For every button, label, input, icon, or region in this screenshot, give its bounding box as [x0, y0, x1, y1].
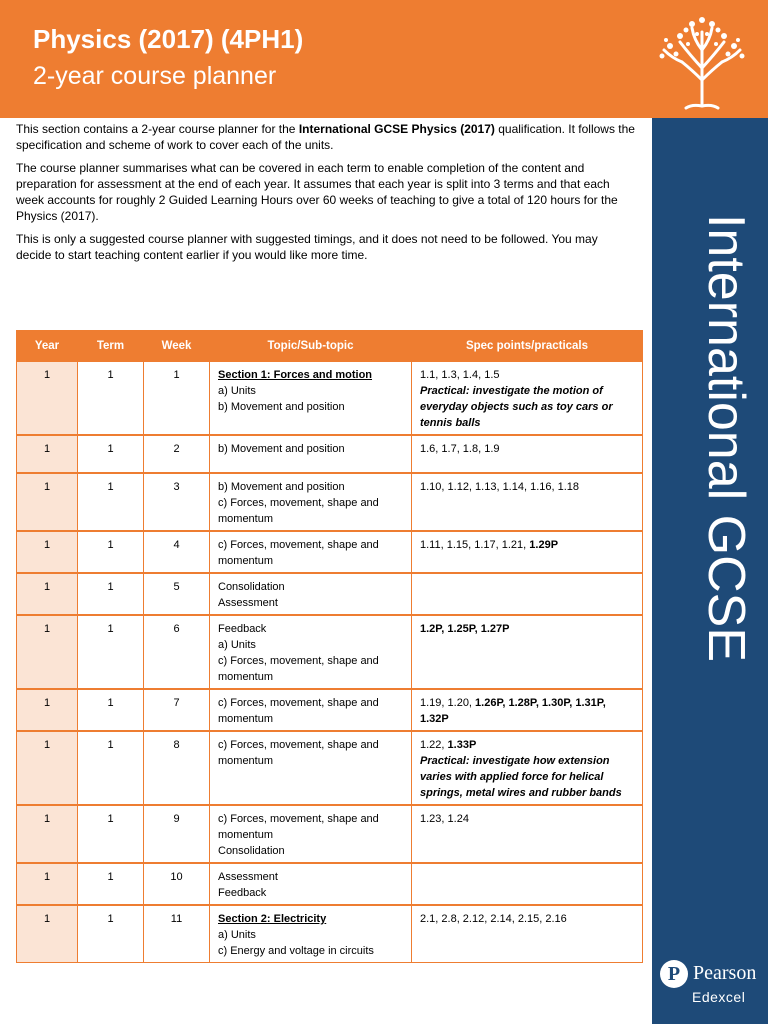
topic-cell — [210, 531, 412, 573]
topic-line: c) Forces, movement, shape and momentum — [218, 497, 379, 525]
spec-cell — [412, 905, 643, 963]
brand-name: Pearson — [693, 962, 757, 984]
topic-line: Consolidation — [218, 581, 285, 593]
table-row — [17, 905, 643, 963]
topic-line: c) Forces, movement, shape and momentum — [218, 655, 379, 683]
topic-cell — [210, 905, 412, 963]
col-header-year: Year — [17, 331, 78, 362]
table-row — [17, 531, 643, 573]
term-cell: 1 — [78, 435, 144, 473]
topic-cell — [210, 805, 412, 863]
week-cell: 8 — [144, 731, 210, 805]
topic-line: b) Movement and position — [218, 401, 345, 413]
practical-spec-points: 1.29P — [529, 539, 559, 551]
sidebar-band — [652, 118, 768, 1024]
term-cell: 1 — [78, 531, 144, 573]
spec-cell — [412, 863, 643, 905]
table-row — [17, 361, 643, 435]
spec-points: 1.23, 1.24 — [420, 813, 469, 825]
qualification-name: International GCSE Physics (2017) — [298, 122, 495, 136]
spec-cell — [412, 805, 643, 863]
spec-cell — [412, 361, 643, 435]
table-row — [17, 435, 643, 473]
week-cell: 9 — [144, 805, 210, 863]
table-row — [17, 689, 643, 731]
table-row — [17, 805, 643, 863]
topic-cell — [210, 615, 412, 689]
spec-cell — [412, 615, 643, 689]
year-cell: 1 — [17, 361, 78, 435]
year-cell: 1 — [17, 473, 78, 531]
term-cell: 1 — [78, 361, 144, 435]
topic-line: a) Units — [218, 385, 256, 397]
spec-points: 1.11, 1.15, 1.17, 1.21, 1.29P — [420, 539, 559, 551]
spec-points: 1.22, 1.33P — [420, 739, 477, 751]
term-cell: 1 — [78, 731, 144, 805]
topic-line: b) Movement and position — [218, 443, 345, 455]
intro-paragraph-3: This is only a suggested course planner with suggested timings, and it does not need to be followed. You may decide to start teaching content earlier if you would like more time. — [16, 232, 598, 262]
spec-points — [420, 621, 636, 637]
topic-line: b) Movement and position — [218, 481, 345, 493]
col-header-spec: Spec points/practicals — [412, 331, 643, 362]
term-cell: 1 — [78, 615, 144, 689]
intro-text — [16, 121, 636, 270]
col-header-term: Term — [78, 331, 144, 362]
year-cell: 1 — [17, 805, 78, 863]
spec-cell — [412, 731, 643, 805]
spec-cell — [412, 573, 643, 615]
term-cell: 1 — [78, 689, 144, 731]
topic-line: c) Forces, movement, shape and momentum — [218, 813, 379, 841]
year-cell: 1 — [17, 731, 78, 805]
week-cell: 2 — [144, 435, 210, 473]
col-header-topic: Topic/Sub-topic — [210, 331, 412, 362]
term-cell: 1 — [78, 863, 144, 905]
spec-points: 1.10, 1.12, 1.13, 1.14, 1.16, 1.18 — [420, 481, 580, 493]
spec-points: 2.1, 2.8, 2.12, 2.14, 2.15, 2.16 — [420, 913, 567, 925]
table-row — [17, 731, 643, 805]
table-header-row — [17, 331, 643, 362]
topic-cell — [210, 473, 412, 531]
term-cell: 1 — [78, 473, 144, 531]
year-cell: 1 — [17, 573, 78, 615]
intro-paragraph-1: This section contains a 2-year course planner for the International GCSE Physics (2017) qualification. It follows the specification and scheme of work to cover each of the units. — [16, 122, 635, 152]
week-cell: 3 — [144, 473, 210, 531]
year-cell: 1 — [17, 531, 78, 573]
term-cell: 1 — [78, 805, 144, 863]
vertical-brand-text — [652, 118, 768, 1024]
page-title: Physics (2017) (4PH1) — [33, 24, 304, 54]
page-header — [0, 0, 768, 118]
practical-spec-points: 1.33P — [447, 739, 477, 751]
spec-cell — [412, 435, 643, 473]
spec-cell — [412, 531, 643, 573]
week-cell: 6 — [144, 615, 210, 689]
svg-text:International GCSE: International GCSE — [697, 213, 755, 663]
spec-cell — [412, 473, 643, 531]
spec-points: 1.6, 1.7, 1.8, 1.9 — [420, 443, 500, 455]
practical-spec-points: 1.2P, 1.25P, 1.27P — [420, 623, 510, 635]
topic-line: a) Units — [218, 929, 256, 941]
week-cell: 11 — [144, 905, 210, 963]
year-cell: 1 — [17, 905, 78, 963]
week-cell: 5 — [144, 573, 210, 615]
section-heading: Section 2: Electricity — [218, 913, 327, 925]
spec-cell — [412, 689, 643, 731]
topic-cell — [210, 863, 412, 905]
tree-icon — [652, 10, 752, 110]
week-cell: 10 — [144, 863, 210, 905]
topic-cell — [210, 731, 412, 805]
year-cell: 1 — [17, 615, 78, 689]
practical-note: Practical: investigate the motion of everyday objects such as toy cars or tennis balls — [420, 385, 613, 429]
table-row — [17, 573, 643, 615]
spec-points: 1.1, 1.3, 1.4, 1.5 — [420, 369, 500, 381]
topic-line: a) Units — [218, 639, 256, 651]
year-cell: 1 — [17, 863, 78, 905]
col-header-week: Week — [144, 331, 210, 362]
intro-paragraph-2: The course planner summarises what can be covered in each term to enable completion of the content and preparation for assessment at the end of each year. It assumes that each year is split into 3 terms and that each week accounts for roughly 2 Guided Learning Hours over 60 weeks of teaching to give a total of 120 hours for the Physics (2017). — [16, 161, 618, 223]
topic-line: Feedback — [218, 623, 267, 635]
table-row — [17, 615, 643, 689]
week-cell: 4 — [144, 531, 210, 573]
page-subtitle: 2-year course planner — [33, 62, 277, 90]
topic-line: Assessment — [218, 871, 278, 883]
practical-spec-points: 1.26P, 1.28P, 1.30P, 1.31P, 1.32P — [420, 697, 606, 725]
week-cell: 7 — [144, 689, 210, 731]
topic-cell — [210, 573, 412, 615]
topic-line: Consolidation — [218, 845, 285, 857]
topic-line: Feedback — [218, 887, 267, 899]
pearson-logo: P Pearson Edexcel — [658, 956, 768, 1016]
table-row — [17, 473, 643, 531]
topic-line: c) Forces, movement, shape and momentum — [218, 697, 379, 725]
topic-line: c) Forces, movement, shape and momentum — [218, 739, 379, 767]
table-row — [17, 863, 643, 905]
section-heading: Section 1: Forces and motion — [218, 369, 373, 381]
topic-line: c) Forces, movement, shape and momentum — [218, 539, 379, 567]
practical-note: Practical: investigate how extension varies with applied force for helical springs, metal wires and rubber bands — [420, 755, 622, 799]
course-planner-table — [16, 330, 643, 963]
year-cell: 1 — [17, 435, 78, 473]
term-cell: 1 — [78, 905, 144, 963]
topic-line: c) Energy and voltage in circuits — [218, 945, 374, 957]
term-cell: 1 — [78, 573, 144, 615]
week-cell: 1 — [144, 361, 210, 435]
topic-cell — [210, 689, 412, 731]
topic-cell — [210, 435, 412, 473]
year-cell: 1 — [17, 689, 78, 731]
topic-cell — [210, 361, 412, 435]
brand-subname: Edexcel — [692, 989, 746, 1005]
spec-points: 1.19, 1.20, 1.26P, 1.28P, 1.30P, 1.31P, 1.32P — [420, 697, 606, 725]
topic-line: Assessment — [218, 597, 278, 609]
